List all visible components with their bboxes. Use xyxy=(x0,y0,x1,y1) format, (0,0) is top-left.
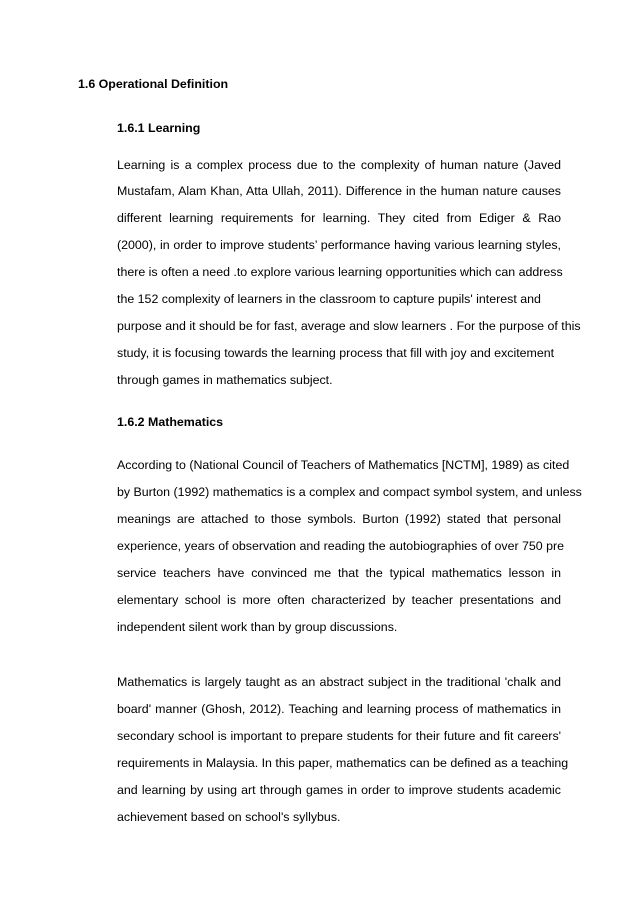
text-line: purpose and it should be for fast, average and slow learners . For the purpose of this xyxy=(117,319,581,333)
text-line: through games in mathematics subject. xyxy=(117,373,333,387)
text-line: achievement based on school's syllybus. xyxy=(117,810,341,824)
text-line: the 152 complexity of learners in the classroom to capture pupils' interest and xyxy=(117,292,541,306)
text-line: elementary school is more often characterized by teacher presentations and xyxy=(117,593,561,607)
text-line: Mathematics is largely taught as an abstract subject in the traditional 'chalk and xyxy=(117,675,561,689)
text-line: meanings are attached to those symbols. Burton (1992) stated that personal xyxy=(117,512,561,526)
text-line: experience, years of observation and reading the autobiographies of over 750 pre xyxy=(117,539,565,553)
text-line: there is often a need .to explore various learning opportunities which can address xyxy=(117,265,563,279)
text-line: requirements in Malaysia. In this paper, mathematics can be defined as a teaching xyxy=(117,756,569,770)
subsection-heading-learning: 1.6.1 Learning xyxy=(117,121,201,135)
text-line: Learning is a complex process due to the complexity of human nature (Javed xyxy=(117,158,561,172)
text-line: board' manner (Ghosh, 2012). Teaching and learning process of mathematics in xyxy=(117,702,561,716)
text-line: According to (National Council of Teachers of Mathematics [NCTM], 1989) as cited xyxy=(117,458,570,472)
text-line: (2000), in order to improve students’ performance having various learning styles, xyxy=(117,238,561,252)
text-line: secondary school is important to prepare students for their future and fit careers' xyxy=(117,729,561,743)
subsection-heading-mathematics: 1.6.2 Mathematics xyxy=(117,415,224,429)
text-line: different learning requirements for learning. They cited from Ediger & Rao xyxy=(117,211,561,225)
text-line: and learning by using art through games in order to improve students academic xyxy=(117,783,561,797)
text-line: service teachers have convinced me that the typical mathematics lesson in xyxy=(117,566,561,580)
text-line: by Burton (1992) mathematics is a complex and compact symbol system, and unless xyxy=(117,485,582,499)
section-heading: 1.6 Operational Definition xyxy=(78,77,229,91)
text-line: independent silent work than by group discussions. xyxy=(117,620,398,634)
text-line: study, it is focusing towards the learning process that fill with joy and excitement xyxy=(117,346,555,360)
text-line: Mustafam, Alam Khan, Atta Ullah, 2011). Difference in the human nature causes xyxy=(117,184,561,198)
